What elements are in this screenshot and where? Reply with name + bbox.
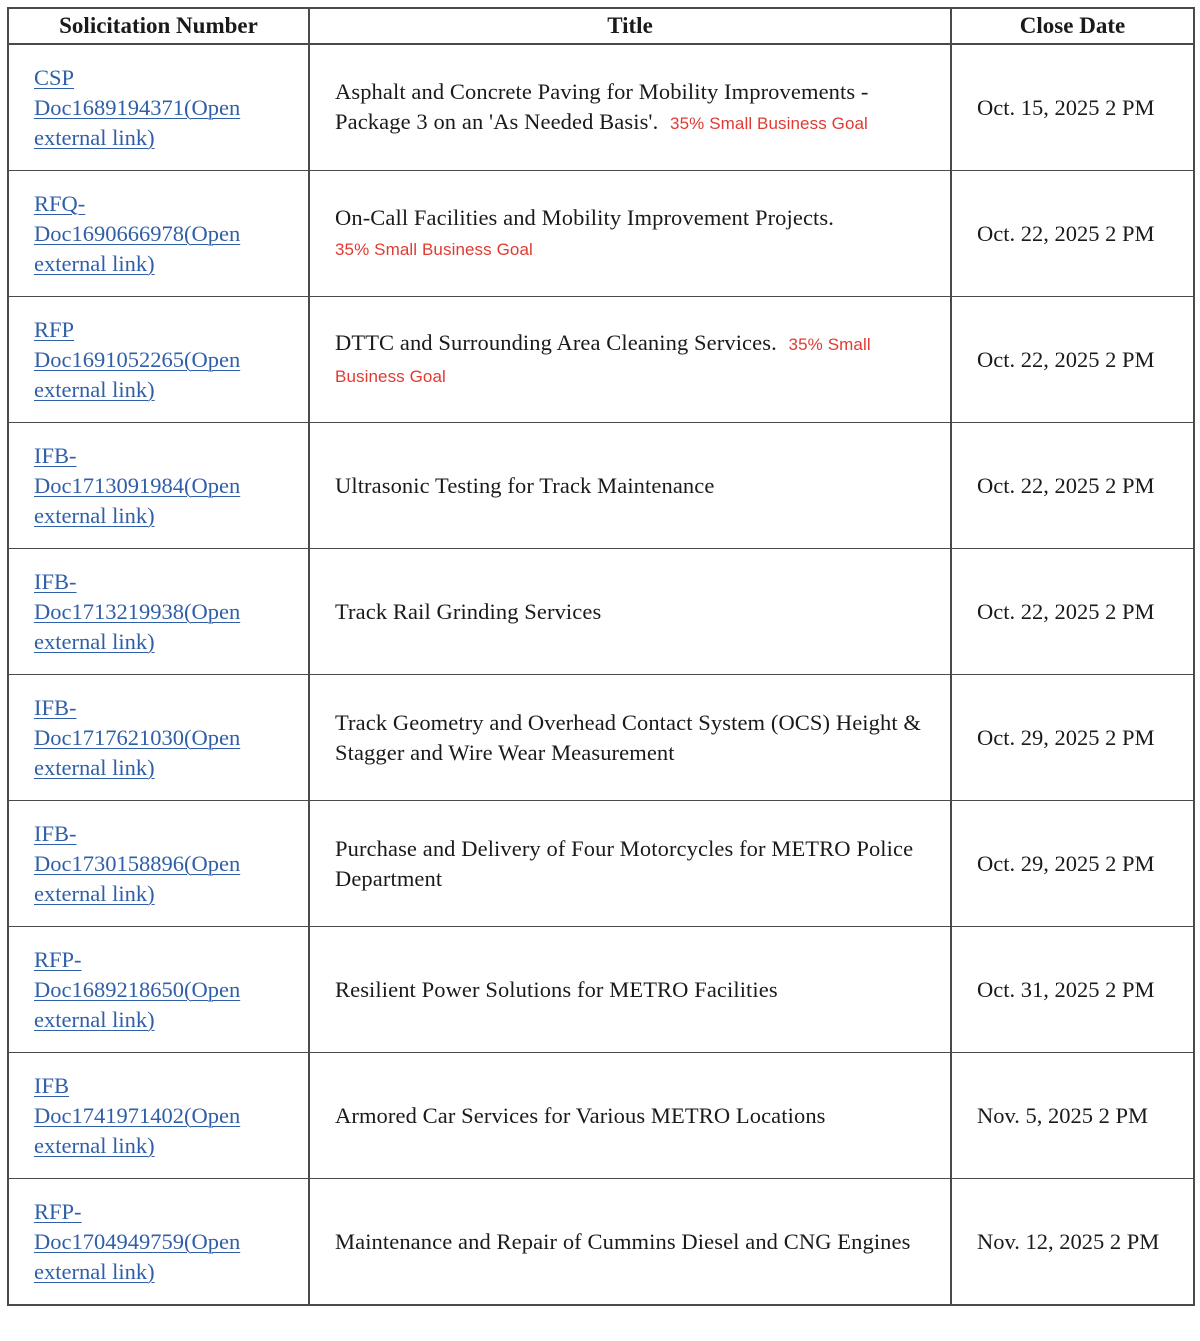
solicitation-cell (8, 1179, 309, 1306)
solicitation-number-header: Solicitation Number (8, 8, 309, 44)
solicitation-cell (8, 44, 309, 171)
external-link-label: external link) (34, 1132, 155, 1158)
solicitation-prefix: IFB- (34, 442, 77, 468)
title-cell (309, 549, 951, 675)
solicitation-prefix: RFP (34, 316, 75, 342)
solicitation-doc-id: Doc1717621030(Open (34, 724, 241, 750)
solicitation-cell (8, 927, 309, 1053)
title-text: Track Rail Grinding Services (335, 598, 602, 624)
solicitation-link[interactable] (34, 1071, 300, 1161)
solicitation-prefix: RFP- (34, 1198, 82, 1224)
solicitation-link[interactable] (34, 189, 300, 279)
small-business-goal: 35% Small Business Goal (670, 113, 868, 133)
solicitation-link[interactable] (34, 441, 300, 531)
solicitation-link[interactable] (34, 315, 300, 405)
solicitation-cell (8, 549, 309, 675)
solicitation-prefix: IFB- (34, 694, 77, 720)
table-row (8, 549, 1194, 675)
table-row (8, 171, 1194, 297)
close-date-cell: Oct. 22, 2025 2 PM (951, 423, 1194, 549)
solicitation-prefix: RFP- (34, 946, 82, 972)
solicitation-doc-id: Doc1741971402(Open (34, 1102, 241, 1128)
close-date-cell: Oct. 22, 2025 2 PM (951, 171, 1194, 297)
title-text: Resilient Power Solutions for METRO Facilities (335, 976, 778, 1002)
solicitation-cell (8, 423, 309, 549)
close-date-header: Close Date (951, 8, 1194, 44)
solicitation-doc-id: Doc1690666978(Open (34, 220, 241, 246)
external-link-label: external link) (34, 502, 155, 528)
external-link-label: external link) (34, 880, 155, 906)
title-cell (309, 1053, 951, 1179)
table-row (8, 1053, 1194, 1179)
solicitation-prefix: IFB (34, 1072, 70, 1098)
solicitation-cell (8, 171, 309, 297)
close-date-cell: Nov. 12, 2025 2 PM (951, 1179, 1194, 1306)
table-body (8, 44, 1194, 1305)
close-date-cell: Oct. 29, 2025 2 PM (951, 801, 1194, 927)
title-cell (309, 801, 951, 927)
table-row (8, 44, 1194, 171)
solicitation-doc-id: Doc1713091984(Open (34, 472, 241, 498)
table-row (8, 927, 1194, 1053)
external-link-label: external link) (34, 250, 155, 276)
solicitation-doc-id: Doc1691052265(Open (34, 346, 241, 372)
title-text: Asphalt and Concrete Paving for Mobility Improvements - Package 3 on an 'As Needed Basis'. (335, 78, 869, 134)
solicitation-doc-id: Doc1730158896(Open (34, 850, 241, 876)
external-link-label: external link) (34, 1258, 155, 1284)
title-cell (309, 423, 951, 549)
title-text: Armored Car Services for Various METRO Locations (335, 1102, 826, 1128)
solicitation-doc-id: Doc1689194371(Open (34, 94, 241, 120)
external-link-label: external link) (34, 1006, 155, 1032)
solicitation-prefix: IFB- (34, 568, 77, 594)
solicitation-link[interactable] (34, 945, 300, 1035)
small-business-goal: 35% Small Business Goal (335, 239, 533, 259)
solicitation-link[interactable] (34, 693, 300, 783)
small-business-goal: 35% Small Business Goal (335, 334, 871, 386)
close-date-cell: Oct. 22, 2025 2 PM (951, 297, 1194, 423)
external-link-label: external link) (34, 628, 155, 654)
solicitation-link[interactable] (34, 1197, 300, 1287)
title-cell (309, 927, 951, 1053)
title-header: Title (309, 8, 951, 44)
external-link-label: external link) (34, 754, 155, 780)
title-text: Track Geometry and Overhead Contact System (OCS) Height & Stagger and Wire Wear Measurement (335, 709, 922, 765)
header-row (8, 8, 1194, 44)
table-row (8, 1179, 1194, 1306)
close-date-cell: Oct. 31, 2025 2 PM (951, 927, 1194, 1053)
title-cell (309, 675, 951, 801)
title-text: On-Call Facilities and Mobility Improvement Projects. (335, 204, 834, 230)
solicitation-cell (8, 297, 309, 423)
external-link-label: external link) (34, 376, 155, 402)
title-text: DTTC and Surrounding Area Cleaning Services. (335, 329, 777, 355)
title-text: Maintenance and Repair of Cummins Diesel and CNG Engines (335, 1228, 911, 1254)
title-cell (309, 297, 951, 423)
table-row (8, 801, 1194, 927)
close-date-cell: Oct. 29, 2025 2 PM (951, 675, 1194, 801)
table-row (8, 423, 1194, 549)
close-date-cell: Oct. 15, 2025 2 PM (951, 44, 1194, 171)
solicitation-doc-id: Doc1713219938(Open (34, 598, 241, 624)
title-cell (309, 1179, 951, 1306)
title-cell (309, 44, 951, 171)
solicitation-link[interactable] (34, 63, 300, 153)
solicitation-cell (8, 1053, 309, 1179)
solicitation-cell (8, 801, 309, 927)
solicitation-doc-id: Doc1704949759(Open (34, 1228, 241, 1254)
close-date-cell: Nov. 5, 2025 2 PM (951, 1053, 1194, 1179)
table-header (8, 8, 1194, 44)
solicitation-link[interactable] (34, 819, 300, 909)
solicitation-cell (8, 675, 309, 801)
table-row (8, 675, 1194, 801)
close-date-cell: Oct. 22, 2025 2 PM (951, 549, 1194, 675)
title-text: Ultrasonic Testing for Track Maintenance (335, 472, 715, 498)
table-row (8, 297, 1194, 423)
solicitations-table (7, 7, 1195, 1306)
title-text: Purchase and Delivery of Four Motorcycles for METRO Police Department (335, 835, 914, 891)
solicitation-link[interactable] (34, 567, 300, 657)
solicitation-prefix: RFQ- (34, 190, 86, 216)
title-cell (309, 171, 951, 297)
solicitation-doc-id: Doc1689218650(Open (34, 976, 241, 1002)
solicitation-prefix: CSP (34, 64, 75, 90)
external-link-label: external link) (34, 124, 155, 150)
solicitation-prefix: IFB- (34, 820, 77, 846)
